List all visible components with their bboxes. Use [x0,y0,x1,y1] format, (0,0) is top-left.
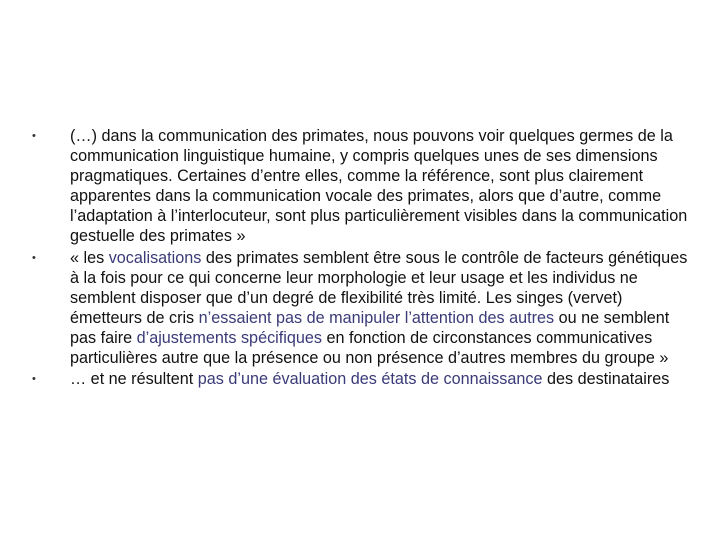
bullet-marker: • [32,251,36,264]
list-item [32,126,692,247]
bullet-marker: • [32,373,36,386]
highlighted-text: d’ajustements spécifiques [136,328,322,347]
text-segment: des primates semblent être sous le contrôle de facteurs génétiques à la fois pour ce qui concerne leur morphologie et leur usage et les individus ne semblent disposer que d’un degré de flexibilité très limité. Les singes (vervet) émetteurs de cris [70,248,688,327]
text-segment: (…) dans la communication des primates, nous pouvons voir quelques germes de la communication linguistique humaine, y compris quelques unes de ses dimensions pragmatiques. Certaines d’entre elles, comme la référence, sont plus clairement apparentes dans la communication vocale des primates, alors que d’autre, comme l’adaptation à l’interlocuteur, sont plus particulièrement visibles dans la communication gestuelle des primates » [70,127,688,246]
list-item [32,369,692,389]
bullet-list [32,126,692,390]
text-segment: des destinataires [542,370,670,389]
highlighted-text: n’essaient pas de manipuler l’attention des autres [198,308,555,327]
highlighted-text: pas d’une évaluation des états de connaissance [197,370,543,389]
text-segment: « les [70,248,109,267]
bullet-text [70,248,692,369]
text-segment: ou ne semblent pas faire [70,308,670,347]
text-segment: en fonction de circonstances communicatives particulières autre que la présence ou non présence d’autres membres du groupe » [70,328,669,368]
highlighted-text: vocalisations [108,248,202,267]
list-item [32,248,692,369]
bullet-text [70,126,692,247]
bullet-marker: • [32,130,36,142]
bullet-text [70,369,669,389]
text-segment: … et ne résultent [70,370,198,389]
